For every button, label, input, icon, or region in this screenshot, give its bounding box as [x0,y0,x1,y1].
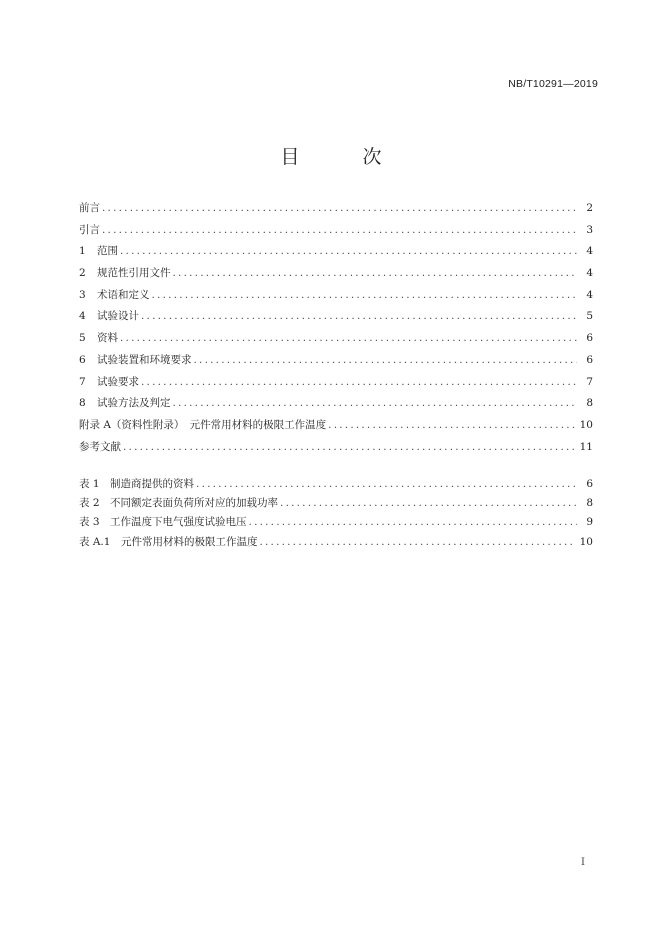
entry-number: 1 [79,245,86,258]
table-toc-entry[interactable] [79,515,593,534]
dot-leader [123,440,576,454]
toc-entry[interactable] [79,309,593,331]
entry-page-number: 3 [586,223,593,236]
table-toc-entry[interactable] [79,535,593,554]
dot-leader [173,396,578,410]
dot-leader [196,477,577,491]
entry-page-number: 6 [586,353,593,366]
page-number: I [581,857,585,868]
dot-leader [102,223,577,237]
dot-leader [173,266,578,280]
entry-page-number: 4 [586,267,593,280]
toc-entry[interactable] [79,223,593,245]
toc-title: 目 次 [280,146,404,168]
dot-leader [280,496,577,510]
entry-page-number: 8 [586,497,593,510]
entry-number: 5 [79,332,86,345]
entry-label: 参考文献 [79,440,121,453]
table-toc-entry[interactable] [79,477,593,496]
toc-entry[interactable] [79,353,593,375]
toc-entry[interactable] [79,201,593,223]
entry-page-number: 4 [586,245,593,258]
document-code: NB/T10291—2019 [508,78,598,90]
toc-entry[interactable] [79,375,593,397]
dot-leader [259,535,575,549]
entry-label: 资料 [97,332,118,345]
entry-number: 3 [79,288,86,301]
entry-label: 附录 A（资料性附录） 元件常用材料的极限工作温度 [79,418,327,431]
toc-entry[interactable] [79,331,593,353]
entry-page-number: 11 [579,440,593,453]
entry-page-number: 2 [586,202,593,214]
entry-page-number: 10 [579,535,593,548]
entry-number: 2 [79,267,86,280]
toc-entry[interactable] [79,244,593,266]
entry-page-number: 5 [586,310,593,323]
dot-leader [141,309,577,323]
toc-entry[interactable] [79,266,593,288]
entry-label: 前言 [79,202,100,214]
entry-label: 表 2 不同额定表面负荷所对应的加载功率 [79,497,279,510]
entry-number: 8 [79,397,86,410]
entry-label: 表 A.1 元件常用材料的极限工作温度 [79,535,258,548]
table-toc-entry[interactable] [79,496,593,515]
dot-leader [249,515,577,529]
entry-label: 试验要求 [97,375,139,388]
entry-page-number: 7 [586,375,593,388]
dot-leader [152,288,578,302]
entry-number: 6 [79,353,86,366]
entry-number: 4 [79,310,86,323]
entry-label: 引言 [79,223,100,236]
toc-entry[interactable] [79,440,593,462]
entry-label: 试验装置和环境要求 [97,353,192,366]
entry-label: 表 3 工作温度下电气强度试验电压 [79,516,247,529]
dot-leader [120,244,577,258]
entry-page-number: 6 [586,478,593,490]
toc-entry[interactable] [79,396,593,418]
entry-page-number: 8 [586,397,593,410]
entry-label: 试验设计 [97,310,139,323]
entry-label: 表 1 制造商提供的资料 [79,478,195,490]
dot-leader [141,375,577,389]
entry-page-number: 4 [586,288,593,301]
tables-toc-list [79,477,593,554]
entry-page-number: 9 [586,516,593,529]
toc-entry[interactable] [79,418,593,440]
entry-number: 7 [79,375,86,388]
dot-leader [102,201,577,215]
entry-page-number: 10 [579,418,593,431]
toc-list [79,201,593,461]
entry-page-number: 6 [586,332,593,345]
dot-leader [328,418,575,432]
entry-label: 范围 [97,245,118,258]
toc-entry[interactable] [79,288,593,310]
dot-leader [194,353,578,367]
entry-label: 术语和定义 [97,288,150,301]
entry-label: 试验方法及判定 [97,397,171,410]
dot-leader [120,331,577,345]
entry-label: 规范性引用文件 [97,267,171,280]
